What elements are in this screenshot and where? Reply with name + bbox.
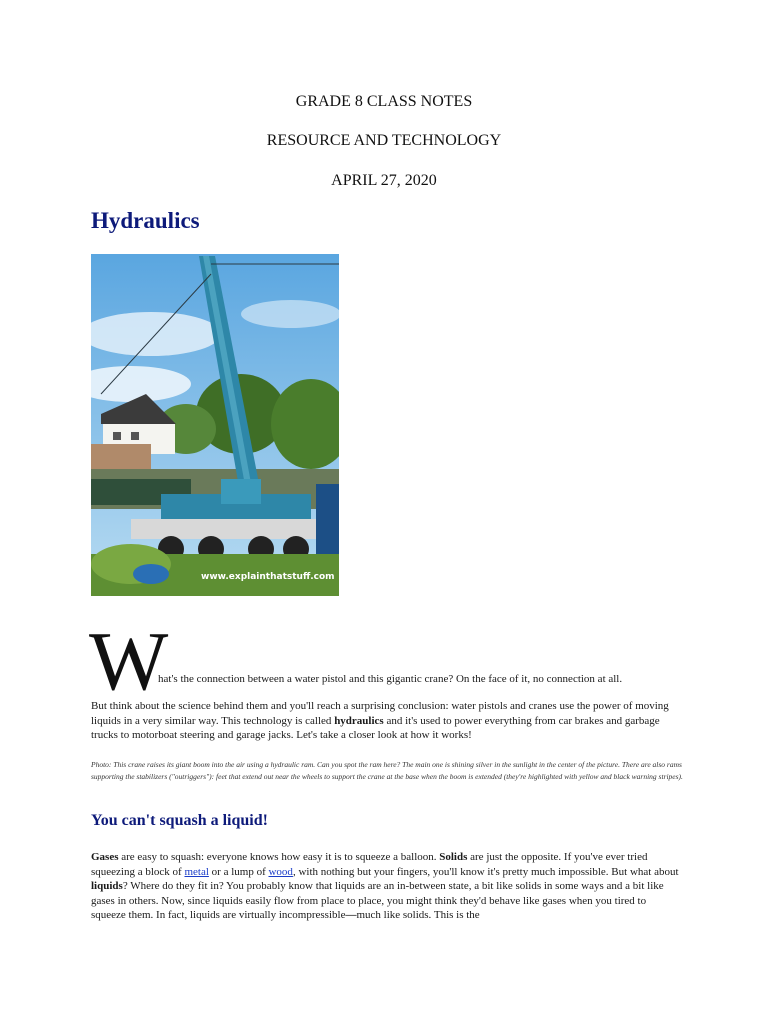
header-grade: GRADE 8 CLASS NOTES <box>295 93 473 110</box>
section-paragraph: Gases are easy to squash: everyone knows how easy it is to squeeze a balloon. Solids are just the opposite. If you've ever tried squeezing a block of metal or a lump of wood, with nothing but your fingers, you'll know it's pretty much impossible. But what about liquids? Where do they fit in? You probably know that liquids are an in-between state, a bit like solids in some ways and a bit like gases in others. Now, since liquids easily flow from place to place, you might think they'd behave like gases when you tired to squeeze them. In fact, liquids are virtually incompressible—much like solids. This is the <box>91 851 679 921</box>
wood-link[interactable]: wood <box>268 865 293 878</box>
section-heading: You can't squash a liquid! <box>91 812 268 829</box>
photo-caption: Photo: This crane raises its giant boom into the air using a hydraulic ram. Can you spot the ram here? The main one is shining silver in the sunlight in the center of the picture. There are also rams supporting the stabilizers ("outriggers"): feet that extend out near the wheels to support the crane at the base when the boom is extended (they're highlighted with yellow and black warning stripes). <box>91 760 683 781</box>
header-subject: RESOURCE AND TECHNOLOGY <box>266 132 502 149</box>
intro-first-line: hat's the connection between a water pistol and this gigantic crane? On the face of it, no connection at all. <box>158 673 623 685</box>
drop-cap: W <box>89 615 169 708</box>
photo-watermark: www.explainthatstuff.com <box>201 572 335 582</box>
page-title: Hydraulics <box>91 208 200 233</box>
intro-paragraph: But think about the science behind them and you'll reach a surprising conclusion: water pistols and cranes use the power of moving liquids in a very similar way. This technology is called hydraulics and it's used to power everything from car brakes and garbage trucks to motorboat steering and garage jacks. Let's take a closer look at how it works! <box>91 700 669 741</box>
crane-photo <box>91 254 339 596</box>
metal-link[interactable]: metal <box>184 865 209 878</box>
header-date: APRIL 27, 2020 <box>331 172 437 189</box>
